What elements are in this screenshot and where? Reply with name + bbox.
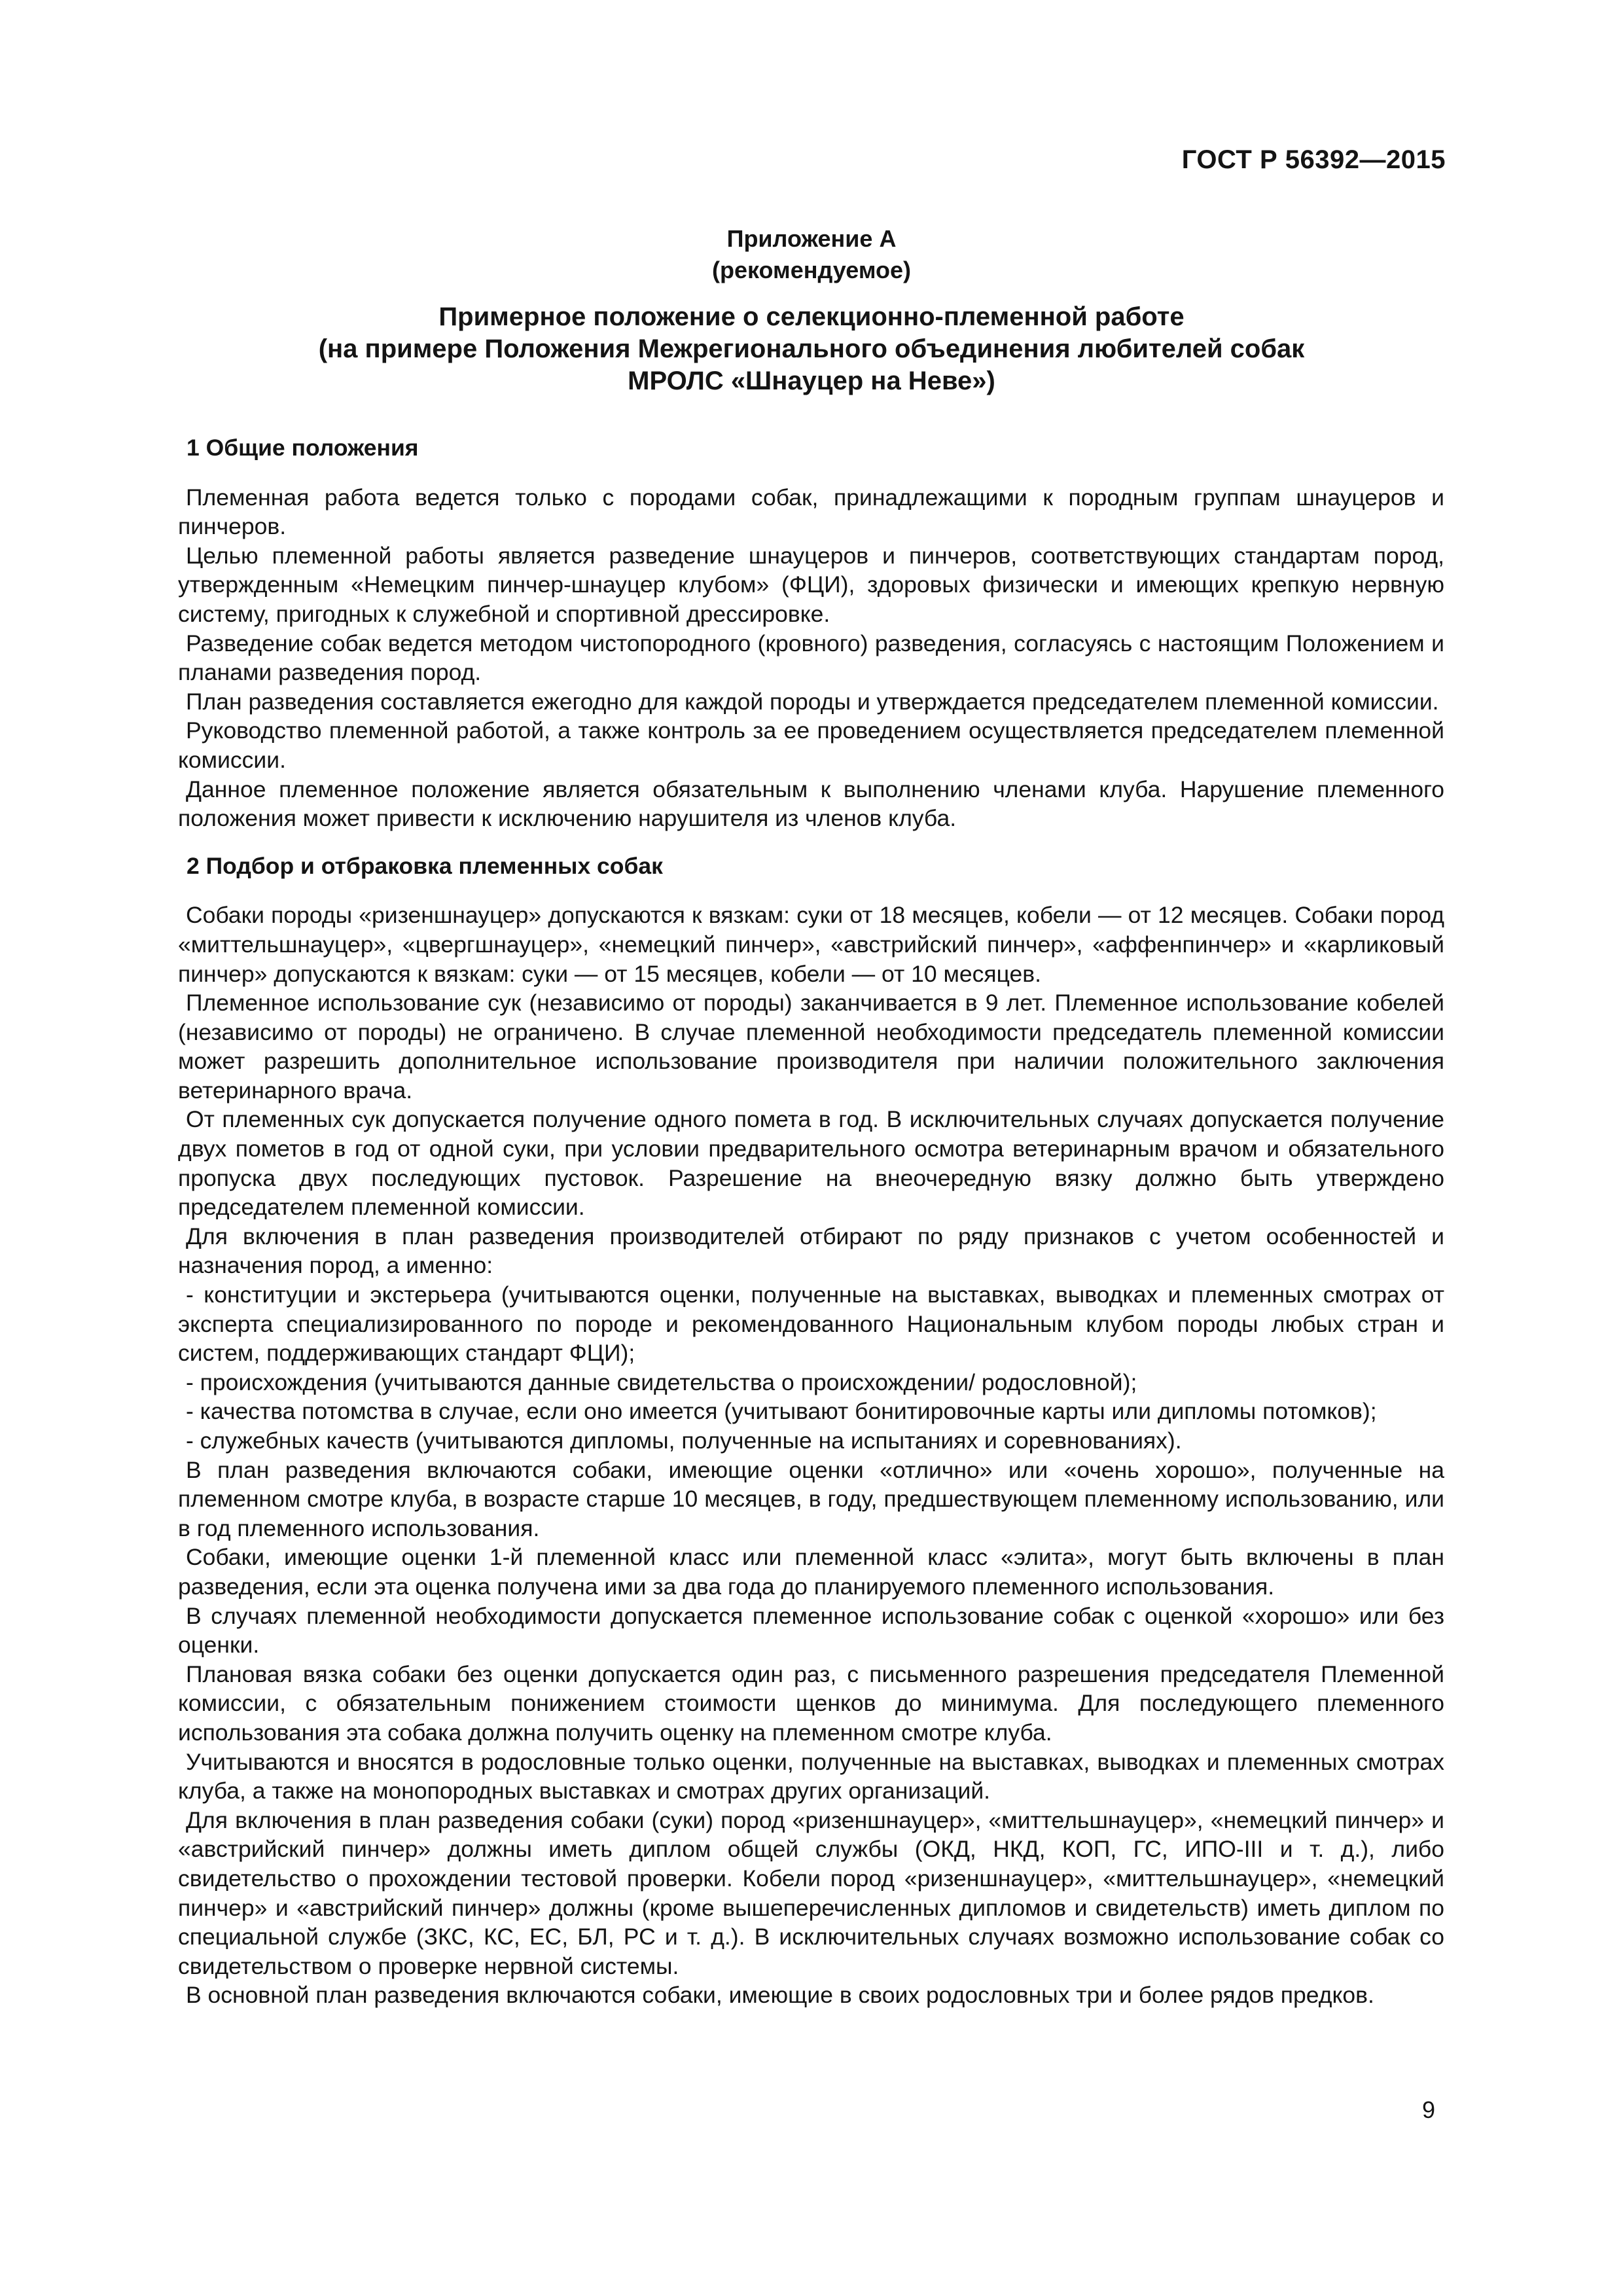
paragraph: Руководство племенной работой, а также контроль за ее проведением осуществляется председателем племенной комиссии. <box>178 717 1444 773</box>
section-general-provisions <box>178 433 1444 833</box>
list-item: - конституции и экстерьера (учитываются оценки, полученные на выставках, выводках и племенных смотрах от эксперта специализированного по породе и рекомендованного Национальным клубом породы любых стран и систем, поддерживающих стандарт ФЦИ); <box>178 1282 1444 1367</box>
paragraph: Собаки, имеющие оценки 1-й племенной класс или племенной класс «элита», могут быть включены в план разведения, если эта оценка получена ими за два года до планируемого племенного использования. <box>178 1544 1444 1600</box>
document-body <box>178 433 1444 2010</box>
paragraph: Данное племенное положение является обязательным к выполнению членами клуба. Нарушение племенного положения может привести к исключению нарушителя из членов клуба. <box>178 776 1444 832</box>
paragraph: Для включения в план разведения собаки (суки) пород «ризеншнауцер», «миттельшнауцер», «немецкий пинчер» и «австрийский пинчер» должны иметь диплом общей службы (ОКД, НКД, КОП, ГС, ИПО-III и т. д.), либо свидетельство о прохождении тестовой проверки. Кобели пород «ризеншнауцер», «миттельшнауцер», «немецкий пинчер» и «австрийский пинчер» должны (кроме вышеперечисленных дипломов и свидетельств) иметь диплом по специальной службе (ЗКС, КС, ЕС, БЛ, РС и т. д.). В исключительных случаях возможно использование собак со свидетельством о проверке нервной системы. <box>178 1806 1444 1979</box>
document-title-line: МРОЛС «Шнауцер на Неве») <box>628 367 995 395</box>
paragraph: Собаки породы «ризеншнауцер» допускаются к вязкам: суки от 18 месяцев, кобели — от 12 месяцев. Собаки пород «миттельшнауцер», «цвергшнауцер», «немецкий пинчер», «австрийский пинчер», «аффенпинчер» и «карликовый пинчер» допускаются к вязкам: суки — от 15 месяцев, кобели — от 10 месяцев. <box>178 902 1444 987</box>
paragraph: Плановая вязка собаки без оценки допускается один раз, с письменного разрешения председателя Племенной комиссии, с обязательным понижением стоимости щенков до минимума. Для последующего племенного использования эта собака должна получить оценку на племенном смотре клуба. <box>178 1660 1444 1746</box>
paragraph: Племенное использование сук (независимо от породы) заканчивается в 9 лет. Племенное использование кобелей (независимо от породы) не ограничено. В случае племенной необходимости председатель племенной комиссии может разрешить дополнительное использование производителя при наличии положительного заключения ветеринарного врача. <box>178 990 1444 1103</box>
paragraph: Целью племенной работы является разведение шнауцеров и пинчеров, соответствующих стандартам пород, утвержденным «Немецким пинчер-шнауцер клубом» (ФЦИ), здоровых физически и имеющих крепкую нервную систему, пригодных к служебной и спортивной дрессировке. <box>178 542 1444 627</box>
paragraph: Племенная работа ведется только с породами собак, принадлежащими к породным группам шнауцеров и пинчеров. <box>178 484 1444 540</box>
document-title <box>196 301 1427 397</box>
section-heading: 2 Подбор и отбраковка племенных собак <box>187 852 663 879</box>
paragraph: Разведение собак ведется методом чистопородного (кровного) разведения, согласуясь с настоящим Положением и планами разведения пород. <box>178 630 1444 686</box>
annex-status: (рекомендуемое) <box>712 257 911 283</box>
document-title-line: (на примере Положения Межрегионального объединения любителей собак <box>318 334 1305 363</box>
list-item: - качества потомства в случае, если оно имеется (учитывают бонитировочные карты или дипломы потомков); <box>186 1398 1377 1425</box>
section-selection-and-culling <box>178 852 1444 2010</box>
page-number: 9 <box>1421 2096 1435 2123</box>
list-item: - происхождения (учитываются данные свидетельства о происхождении/ родословной); <box>186 1369 1137 1395</box>
paragraph: В план разведения включаются собаки, имеющие оценки «отлично» или «очень хорошо», полученные на племенном смотре клуба, в возрасте старше 10 месяцев, в году, предшествующем племенному использованию, или в год племенного использования. <box>178 1456 1444 1541</box>
paragraph: Для включения в план разведения производителей отбирают по ряду признаков с учетом особенностей и назначения пород, а именно: <box>178 1223 1444 1279</box>
annex-title: Приложение А <box>726 225 897 252</box>
document-title-line: Примерное положение о селекционно-племенной работе <box>438 302 1185 331</box>
standard-code: ГОСТ Р 56392—2015 <box>1181 145 1446 174</box>
paragraph: Учитываются и вносятся в родословные только оценки, полученные на выставках, выводках и племенных смотрах клуба, а также на монопородных выставках и смотрах других организаций. <box>178 1748 1444 1804</box>
section-heading: 1 Общие положения <box>187 435 419 461</box>
paragraph: План разведения составляется ежегодно для каждой породы и утверждается председателем племенной комиссии. <box>186 688 1439 715</box>
paragraph: В основной план разведения включаются собаки, имеющие в своих родословных три и более рядов предков. <box>186 1982 1374 2009</box>
paragraph: От племенных сук допускается получение одного помета в год. В исключительных случаях допускается получение двух пометов в год от одной суки, при условии предварительного осмотра ветеринарным врачом и обязательного пропуска двух последующих пустовок. Разрешение на внеочередную вязку должно быть утверждено председателем племенной комиссии. <box>178 1106 1444 1221</box>
paragraph: В случаях племенной необходимости допускается племенное использование собак с оценкой «хорошо» или без оценки. <box>178 1602 1444 1659</box>
list-item: - служебных качеств (учитываются дипломы, полученные на испытаниях и соревнованиях). <box>186 1427 1182 1454</box>
